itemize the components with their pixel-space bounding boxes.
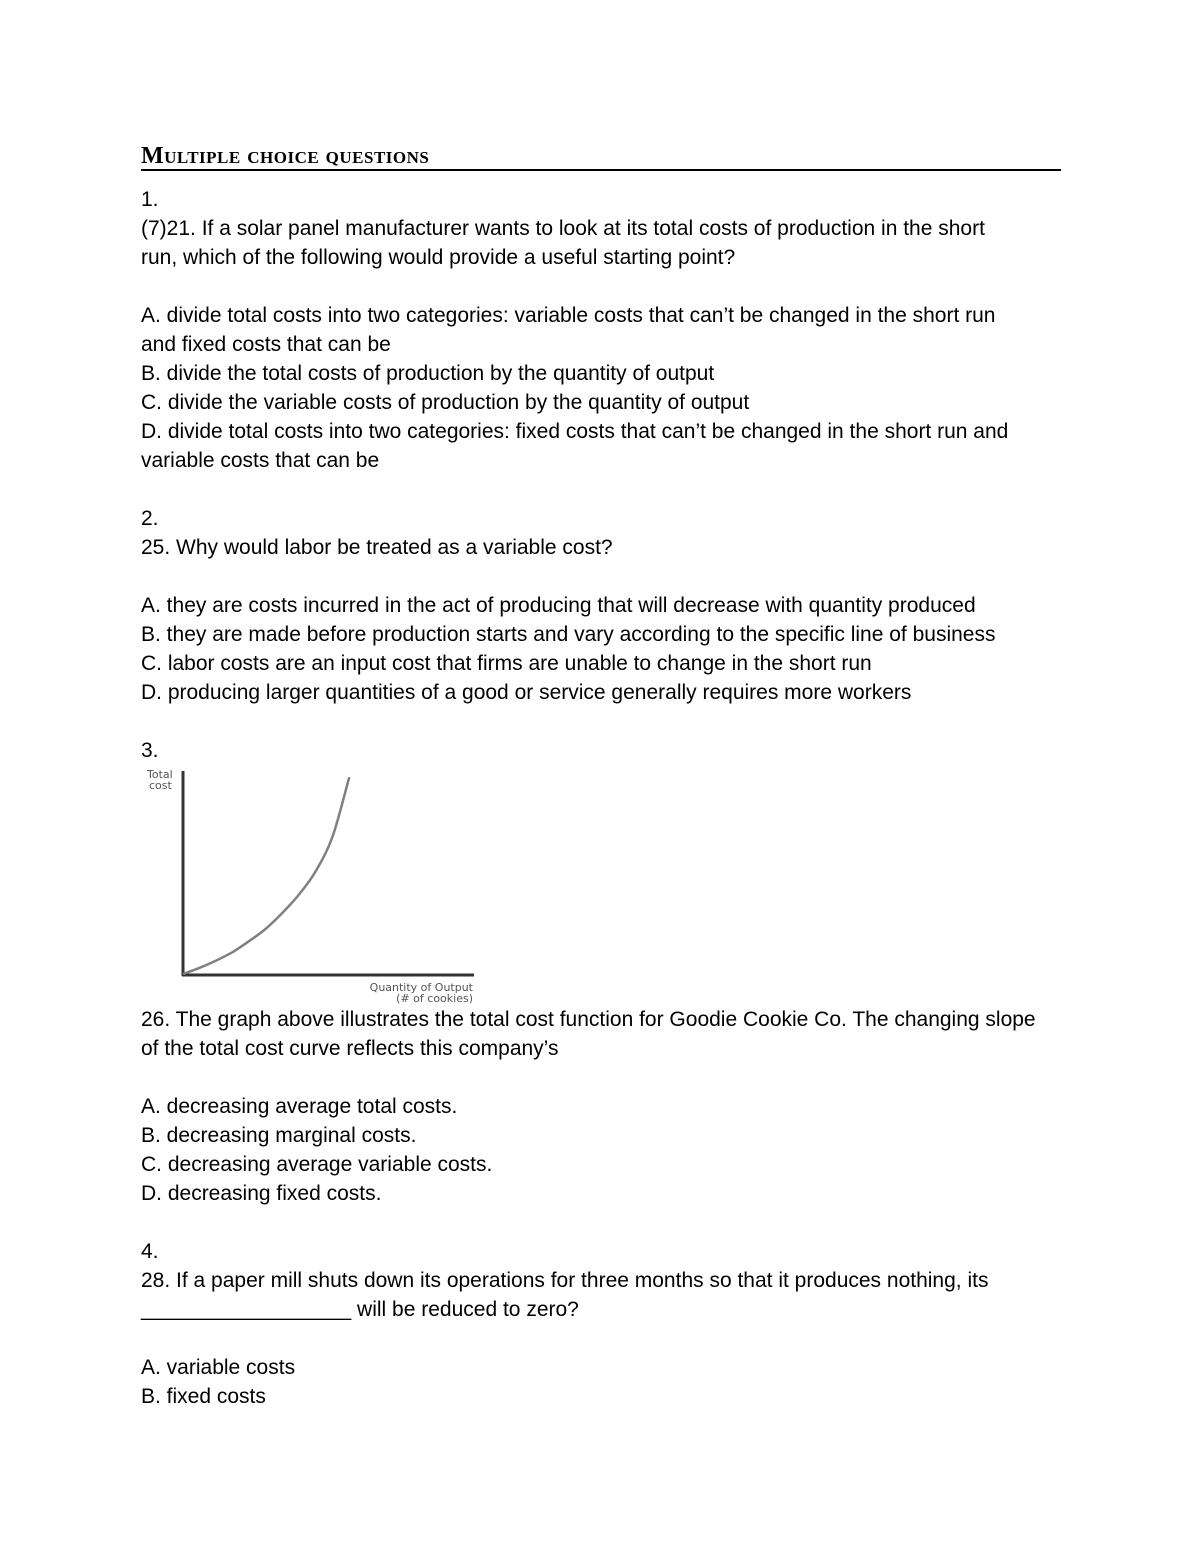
answer-option: A. they are costs incurred in the act of producing that will decrease with quantity produced bbox=[141, 594, 976, 617]
answer-option: D. producing larger quantities of a good or service generally requires more workers bbox=[141, 681, 912, 704]
question-stem-line: of the total cost curve reflects this company’s bbox=[141, 1037, 559, 1060]
question-number: 3. bbox=[141, 739, 159, 762]
answer-option: B. divide the total costs of production by the quantity of output bbox=[141, 362, 715, 385]
answer-option: D. divide total costs into two categories: fixed costs that can’t be changed in the short run and bbox=[141, 420, 1009, 443]
question-stem-line: 25. Why would labor be treated as a variable cost? bbox=[141, 536, 613, 559]
x-axis-label-line: (# of cookies) bbox=[396, 992, 473, 1005]
answer-option: A. decreasing average total costs. bbox=[141, 1095, 458, 1118]
question-stem-line: 26. The graph above illustrates the total cost function for Goodie Cookie Co. The changing slope bbox=[141, 1008, 1036, 1031]
question-number: 1. bbox=[141, 188, 159, 211]
answer-option: B. decreasing marginal costs. bbox=[141, 1124, 417, 1147]
question-3 bbox=[141, 736, 1061, 1208]
answer-option: C. decreasing average variable costs. bbox=[141, 1153, 493, 1176]
y-axis-label-line: Total bbox=[147, 768, 173, 781]
total-cost-curve bbox=[183, 777, 349, 974]
question-2 bbox=[141, 504, 1061, 707]
answer-option: and fixed costs that can be bbox=[141, 333, 391, 356]
answer-option: C. labor costs are an input cost that firms are unable to change in the short run bbox=[141, 652, 872, 675]
answer-option: B. fixed costs bbox=[141, 1385, 266, 1408]
answer-option: A. variable costs bbox=[141, 1356, 296, 1379]
question-stem-line: run, which of the following would provide a useful starting point? bbox=[141, 246, 736, 269]
document-page bbox=[141, 143, 1061, 1411]
y-axis-label-line: cost bbox=[149, 779, 172, 792]
question-stem-line: 28. If a paper mill shuts down its operations for three months so that it produces nothing, its bbox=[141, 1269, 989, 1292]
answer-option: D. decreasing fixed costs. bbox=[141, 1182, 382, 1205]
question-number: 4. bbox=[141, 1240, 159, 1263]
total-cost-chart-svg bbox=[141, 765, 481, 1005]
answer-option: C. divide the variable costs of production by the quantity of output bbox=[141, 391, 750, 414]
answer-option: A. divide total costs into two categories: variable costs that can’t be changed in the short run bbox=[141, 304, 996, 327]
question-number: 2. bbox=[141, 507, 159, 530]
answer-option: B. they are made before production starts and vary according to the specific line of business bbox=[141, 623, 996, 646]
x-axis-label-line: Quantity of Output bbox=[369, 981, 473, 994]
series-group bbox=[183, 777, 349, 974]
question-stem-line: (7)21. If a solar panel manufacturer wants to look at its total costs of production in the short bbox=[141, 217, 985, 240]
question-1 bbox=[141, 185, 1061, 475]
question-4 bbox=[141, 1237, 1061, 1411]
answer-option: variable costs that can be bbox=[141, 449, 380, 472]
question-stem-line: __________________ will be reduced to zero? bbox=[141, 1298, 579, 1321]
total-cost-chart bbox=[141, 765, 481, 1005]
section-heading: Multiple choice questions bbox=[141, 143, 1061, 171]
